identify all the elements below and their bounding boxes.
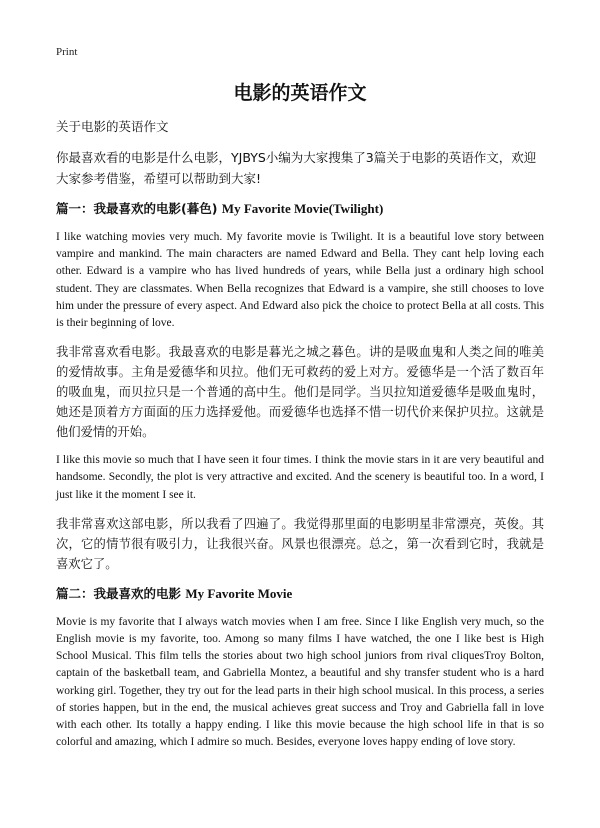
section-1-paragraph-4: 我非常喜欢这部电影，所以我看了四遍了。我觉得那里面的电影明星非常漂亮，英俊。其次，它的情节很有吸引力，让我很兴奋。风景也很漂亮。总之，第一次看到它时，我就是喜欢它了。	[56, 516, 544, 571]
section-1-heading-en: My Favorite Movie(Twilight)	[221, 201, 384, 216]
section-1-paragraph-3: I like this movie so much that I have seen it four times. I think the movie stars in it are very beautiful and handsome. Secondly, the plot is very attractive and excited. And the scenery is beautiful too. In a word, I just like it the moment I see it.	[56, 454, 544, 501]
section-1-paragraph-2: 我非常喜欢看电影。我最喜欢的电影是暮光之城之暮色。讲的是吸血鬼和人类之间的唯美的爱情故事。主角是爱德华和贝拉。他们无可救药的爱上对方。爱德华是一个活了数百年的吸血鬼，而贝拉只是一个普通的高中生。他们是同学。当贝拉知道爱德华是吸血鬼时，她还是顶着方方面面的压力选择爱他。而爱德华也选择不惜一切代价来保护贝拉。这就是他们爱情的开始。	[56, 345, 544, 440]
section-2-heading-en: My Favorite Movie	[185, 585, 293, 601]
intro-paragraph: 你最喜欢看的电影是什么电影，YJBYS小编为大家搜集了3篇关于电影的英语作文，欢迎大家参考借鉴，希望可以帮助到大家!	[56, 150, 537, 186]
print-link[interactable]: Print	[56, 46, 78, 58]
section-1-paragraph-1: I like watching movies very much. My favorite movie is Twilight. It is a beautiful love story between vampire and mankind. The main characters are named Edward and Bella. They cant help loving each other. Edward is a vampire who has lived hundreds of years, while Bella just a ordinary high school student. They are classmates. When Bella recognizes that Edward is a vampire, she still chooses to love him under the pressure of every aspect. And Edward also pick the choice to protect Bella at all costs. This is their beginning of love.	[56, 231, 544, 330]
section-1-heading-zh: 篇一：我最喜欢的电影(暮色)	[56, 201, 218, 216]
section-2-heading-zh: 篇二：我最喜欢的电影	[56, 585, 182, 601]
section-2-heading	[56, 584, 544, 602]
document-title: 电影的英语作文	[233, 82, 367, 104]
section-1-heading	[56, 199, 544, 217]
section-2-paragraph-1: Movie is my favorite that I always watch movies when I am free. Since I like English very much, so the English movie is my favorite, too. Among so many films I have watched, the one I like best is High School Musical. This film tells the stories about two high school juniors from rival cliquesTroy Bolton, captain of the basketball team, and Gabriella Montez, a beautiful and shy transfer student who is a hard working girl. Together, they try out for the lead parts in their high school musical. In this process, a series of stories happen, but in the end, the musical achieves great success and Troy and Gabriella fall in love with each other. Its totally a happy ending. I like this movie because the high school life in that is so colorful and amazing, which I admire so much. Besides, everyone loves happy ending of love story.	[56, 615, 544, 749]
document-subtitle: 关于电影的英语作文	[56, 119, 169, 134]
